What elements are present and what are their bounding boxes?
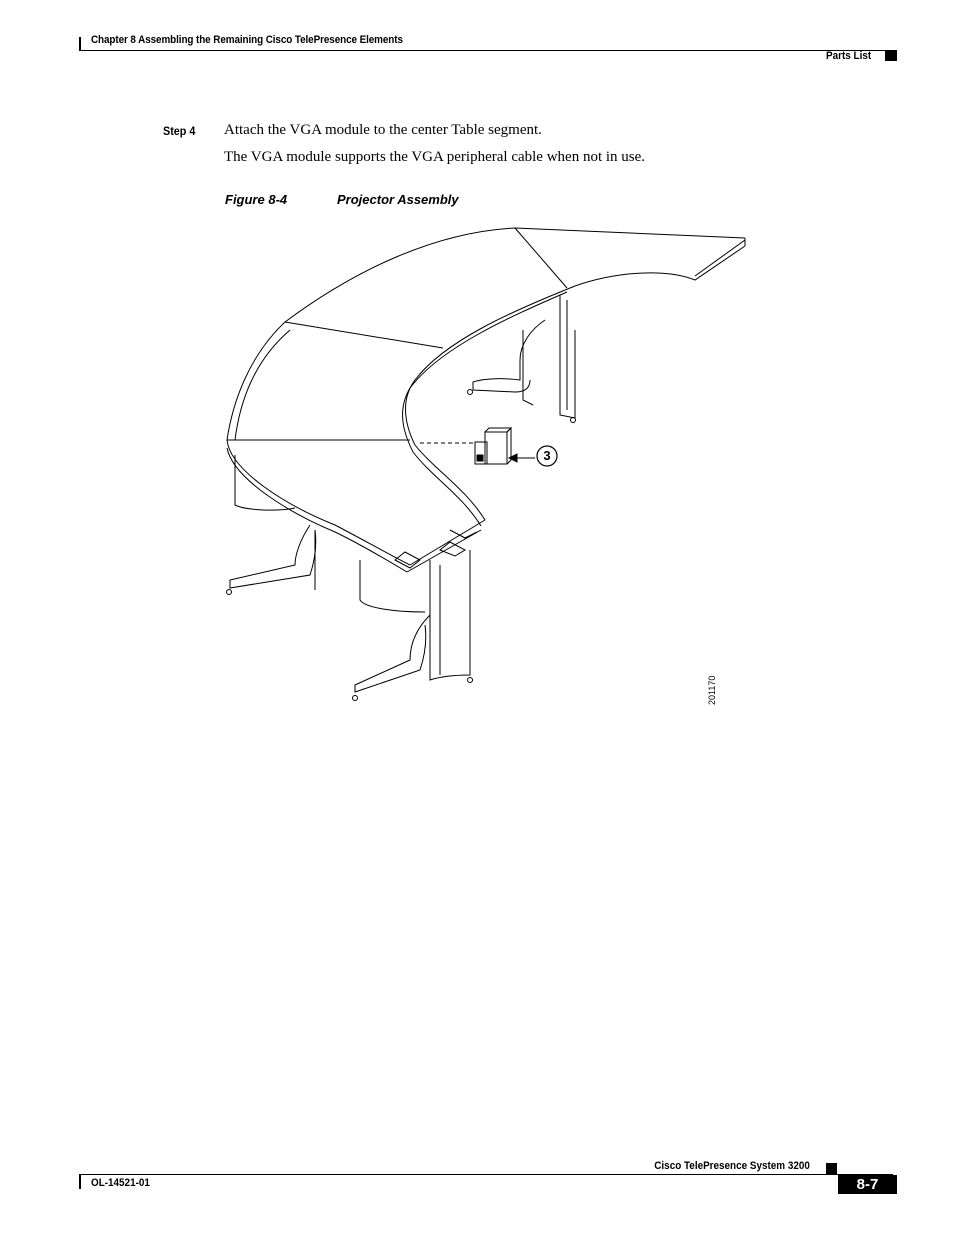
header-chapter-title: Chapter 8 Assembling the Remaining Cisco TelePresence Elements: [91, 34, 403, 46]
callout-number: 3: [543, 448, 551, 463]
header-section-title: Parts List: [825, 50, 871, 62]
figure-title: Projector Assembly: [337, 192, 459, 207]
projector-assembly-figure: [215, 220, 760, 730]
figure-number: Figure 8-4: [225, 192, 288, 207]
footer-page-number: 8-7: [856, 1176, 879, 1193]
step-label: Step 4: [163, 124, 196, 138]
footer-doc-number: OL-14521-01: [91, 1177, 150, 1189]
header-block-marker: [885, 50, 897, 61]
table-illustration: [215, 220, 760, 730]
footer-block-marker: [826, 1163, 837, 1174]
step-text: Attach the VGA module to the center Table segment.: [224, 122, 542, 138]
footer-left-bar: [79, 1174, 81, 1189]
header-left-bar: [79, 37, 81, 51]
footer-rule: [79, 1174, 893, 1175]
step-subtext: The VGA module supports the VGA peripheral cable when not in use.: [224, 149, 646, 165]
header-rule: [79, 50, 893, 51]
figure-id: 201170: [707, 675, 717, 705]
footer-title: Cisco TelePresence System 3200: [654, 1160, 810, 1172]
